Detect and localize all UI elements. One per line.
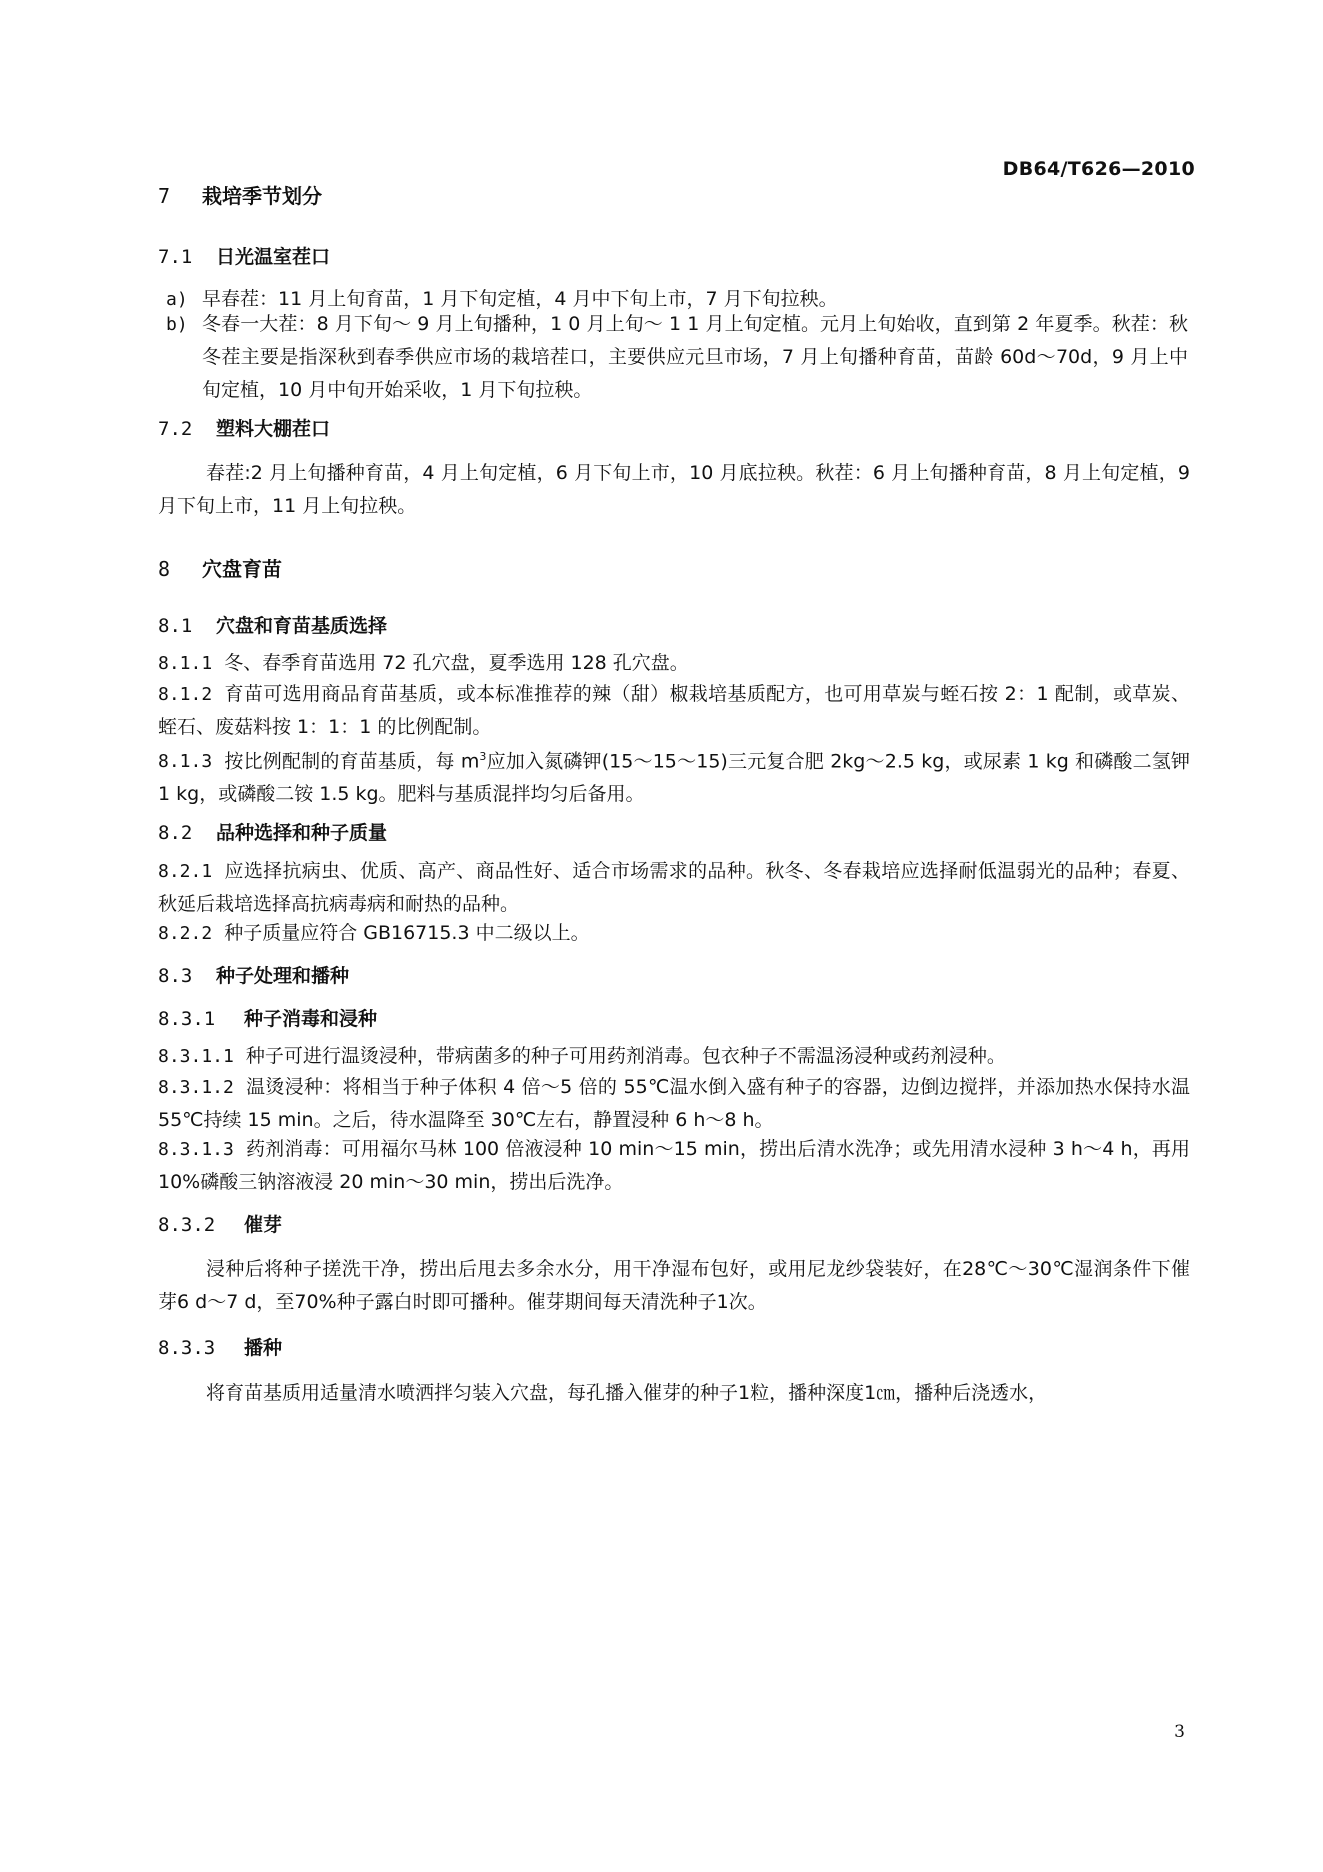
section-8-3-3-heading — [158, 1333, 1190, 1360]
clause-8-2-1 — [158, 855, 1190, 921]
section-8-3-2-heading — [158, 1210, 1190, 1237]
clause-8-1-3 — [158, 740, 1190, 811]
section-title: 穴盘和育苗基质选择 — [216, 615, 388, 637]
section-8-2-heading — [158, 818, 1190, 845]
list-text: 冬春一大茬：8 月下旬～ 9 月上旬播种，1 0 月上旬～ 1 1 月上旬定植。元月上旬始收，直到第 2 年夏季。秋茬：秋冬茬主要是指深秋到春季供应市场的栽培茬口，主要供应元旦市场，7 月上旬播种育苗，苗龄 60d～70d，9 月上中旬定植，10 月中旬开始采收，1 月下旬拉秧。 — [202, 313, 1188, 401]
list-label: b) — [166, 314, 188, 335]
section-number: 8.1 — [158, 615, 193, 637]
clause-number: 8.1.1 — [158, 653, 213, 674]
section-7-2-heading — [158, 414, 1190, 441]
clause-number: 8.2.2 — [158, 923, 213, 944]
section-7-heading — [158, 180, 1190, 209]
section-number: 8 — [158, 557, 171, 581]
section-title: 播种 — [244, 1337, 283, 1359]
clause-8-1-2 — [158, 678, 1190, 744]
section-title: 栽培季节划分 — [202, 184, 322, 208]
section-number: 8.3.2 — [158, 1214, 216, 1236]
superscript: 3 — [479, 750, 487, 763]
clause-text: 种子可进行温烫浸种，带病菌多的种子可用药剂消毒。包衣种子不需温汤浸种或药剂浸种。 — [245, 1045, 1006, 1067]
list-label: a) — [166, 289, 188, 310]
clause-text: 应加入氮磷钾(15～15～15)三元复合肥 2kg～2.5 kg，或尿素 1 kg 和磷酸二氢钾 1 kg，或磷酸二铵 1.5 kg。肥料与基质混拌均匀后备用。 — [158, 750, 1190, 806]
section-number: 7.1 — [158, 246, 193, 268]
section-7-1-heading — [158, 242, 1190, 269]
section-title: 日光温室茬口 — [216, 246, 331, 268]
section-8-heading — [158, 553, 1190, 582]
clause-text: 育苗可选用商品育苗基质，或本标准推荐的辣（甜）椒栽培基质配方，也可用草炭与蛭石按 2：1 配制，或草炭、蛭石、废菇料按 1：1：1 的比例配制。 — [158, 683, 1190, 738]
clause-8-2-2 — [158, 917, 1190, 950]
section-8-1-heading — [158, 611, 1190, 638]
clause-number: 8.2.1 — [158, 861, 213, 882]
clause-number: 8.3.1.1 — [158, 1046, 234, 1067]
page-number: 3 — [1174, 1722, 1185, 1742]
section-number: 8.3.3 — [158, 1337, 216, 1359]
list-item-b — [166, 308, 1188, 407]
section-number: 8.3.1 — [158, 1008, 216, 1030]
clause-8-1-1 — [158, 647, 1190, 680]
section-8-3-heading — [158, 961, 1190, 988]
clause-text: 应选择抗病虫、优质、高产、商品性好、适合市场需求的品种。秋冬、冬春栽培应选择耐低温弱光的品种；春夏、秋延后栽培选择高抗病毒病和耐热的品种。 — [158, 860, 1190, 915]
clause-text: 药剂消毒：可用福尔马林 100 倍液浸种 10 min～15 min，捞出后清水洗净；或先用清水浸种 3 h～4 h，再用 10%磷酸三钠溶液浸 20 min～30 min，捞出后洗净。 — [158, 1138, 1190, 1193]
clause-text: 按比例配制的育苗基质，每 m — [224, 750, 480, 773]
section-number: 7.2 — [158, 418, 193, 440]
section-number: 8.3 — [158, 965, 193, 987]
section-number: 7 — [158, 184, 171, 208]
clause-8-3-1-3 — [158, 1133, 1190, 1199]
clause-8-3-1-2 — [158, 1071, 1190, 1137]
clause-number: 8.3.1.3 — [158, 1139, 234, 1160]
clause-number: 8.1.3 — [158, 751, 213, 773]
section-8-3-1-heading — [158, 1004, 1190, 1031]
clause-number: 8.1.2 — [158, 684, 213, 705]
section-title: 种子消毒和浸种 — [244, 1008, 378, 1030]
section-title: 塑料大棚茬口 — [216, 418, 331, 440]
paragraph: 春茬:2 月上旬播种育苗，4 月上旬定植，6 月下旬上市，10 月底拉秧。秋茬：6 月上旬播种育苗，8 月上旬定植，9 月下旬上市，11 月上旬拉秧。 — [158, 462, 1190, 517]
clause-8-3-1-1 — [158, 1040, 1190, 1073]
document-code: DB64/T626—2010 — [1002, 158, 1195, 180]
paragraph: 将育苗基质用适量清水喷洒拌匀装入穴盘，每孔播入催芽的种子1粒，播种深度1㎝，播种后浇透水， — [206, 1382, 1048, 1404]
list-text: 早春茬：11 月上旬育苗，1 月下旬定植，4 月中下旬上市，7 月下旬拉秧。 — [202, 288, 838, 310]
section-number: 8.2 — [158, 822, 193, 844]
section-title: 催芽 — [244, 1214, 283, 1236]
clause-text: 温烫浸种：将相当于种子体积 4 倍～5 倍的 55℃温水倒入盛有种子的容器，边倒边搅拌，并添加热水保持水温 55℃持续 15 min。之后，待水温降至 30℃左右，静置浸种 6 h～8 h。 — [158, 1076, 1190, 1131]
section-title: 穴盘育苗 — [202, 557, 282, 581]
clause-text: 冬、春季育苗选用 72 孔穴盘，夏季选用 128 孔穴盘。 — [224, 652, 689, 674]
clause-text: 种子质量应符合 GB16715.3 中二级以上。 — [224, 922, 590, 944]
section-title: 种子处理和播种 — [216, 965, 350, 987]
clause-number: 8.3.1.2 — [158, 1077, 234, 1098]
section-title: 品种选择和种子质量 — [216, 822, 388, 844]
paragraph: 浸种后将种子搓洗干净，捞出后甩去多余水分，用干净湿布包好，或用尼龙纱袋装好，在28℃～30℃湿润条件下催芽6 d～7 d，至70%种子露白时即可播种。催芽期间每天清洗种子1次。 — [158, 1258, 1190, 1313]
